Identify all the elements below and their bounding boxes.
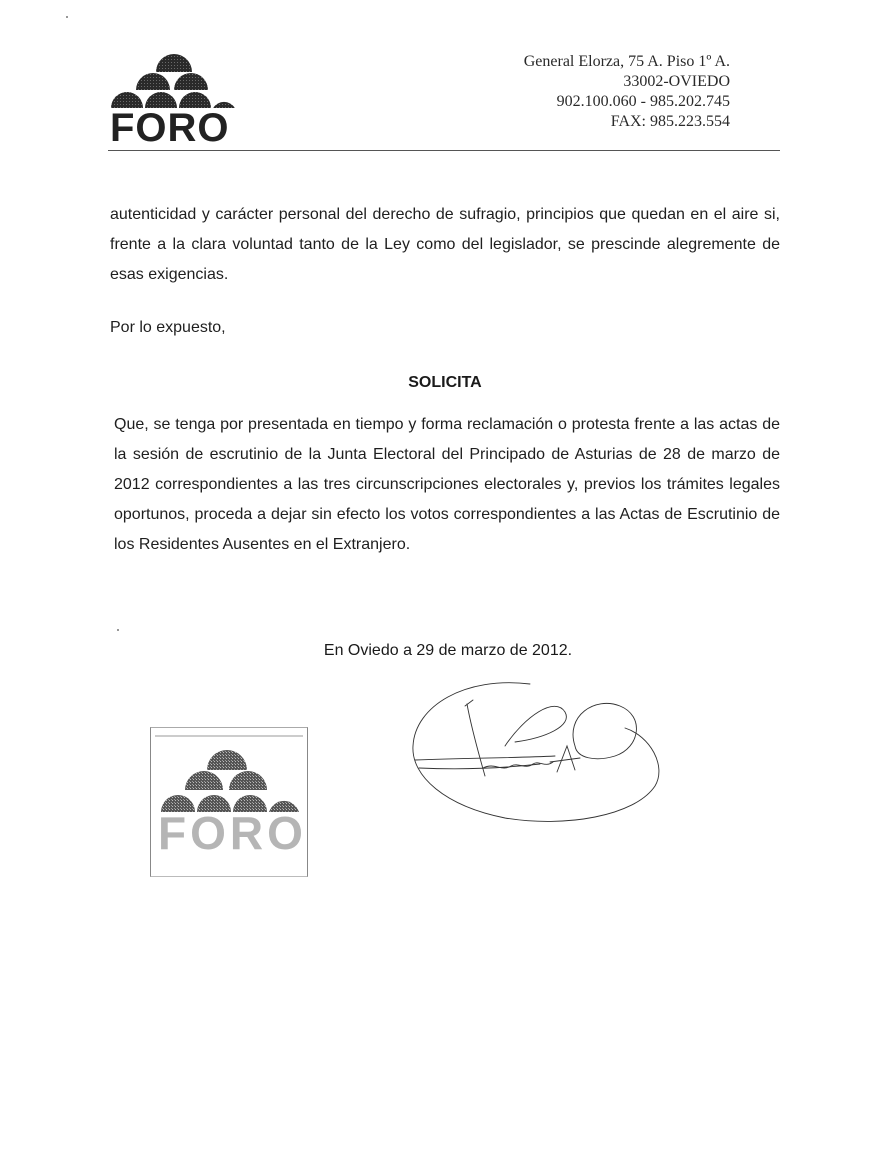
- address-fax: FAX: 985.223.554: [610, 113, 730, 130]
- scan-speck: [117, 629, 119, 631]
- address-city: 33002-OVIEDO: [623, 73, 730, 90]
- header-divider: [108, 150, 780, 151]
- address-street: General Elorza, 75 A. Piso 1º A.: [523, 53, 730, 70]
- scan-speck: [66, 16, 68, 18]
- body-paragraph: autenticidad y carácter personal del derecho de sufragio, principios que quedan en el aire si, frente a la clara voluntad tanto de la Ley como del legislador, se prescinde alegremente de esas exigencias.: [110, 206, 780, 283]
- address-phone: 902.100.060 - 985.202.745: [556, 93, 730, 110]
- request-paragraph: Que, se tenga por presentada en tiempo y forma reclamación o protesta frente a las actas de la sesión de escrutinio de la Junta Electoral del Principado de Asturias de 28 de marzo de 2012 correspondientes a las tres circunscripciones electorales y, previos los trámites legales oportunos, proceda a dejar sin efecto los votos correspondientes a las Actas de Escrutinio de los Residentes Ausentes en el Extranjero.: [114, 416, 780, 553]
- stamp-wordmark: FORO: [158, 807, 307, 859]
- section-heading: SOLICITA: [408, 374, 482, 391]
- closing-phrase: Por lo expuesto,: [110, 319, 226, 336]
- sender-address: [524, 52, 730, 132]
- place-date: En Oviedo a 29 de marzo de 2012.: [323, 642, 573, 659]
- logo-wordmark: FORO: [110, 106, 230, 150]
- handwritten-signature: [405, 676, 665, 826]
